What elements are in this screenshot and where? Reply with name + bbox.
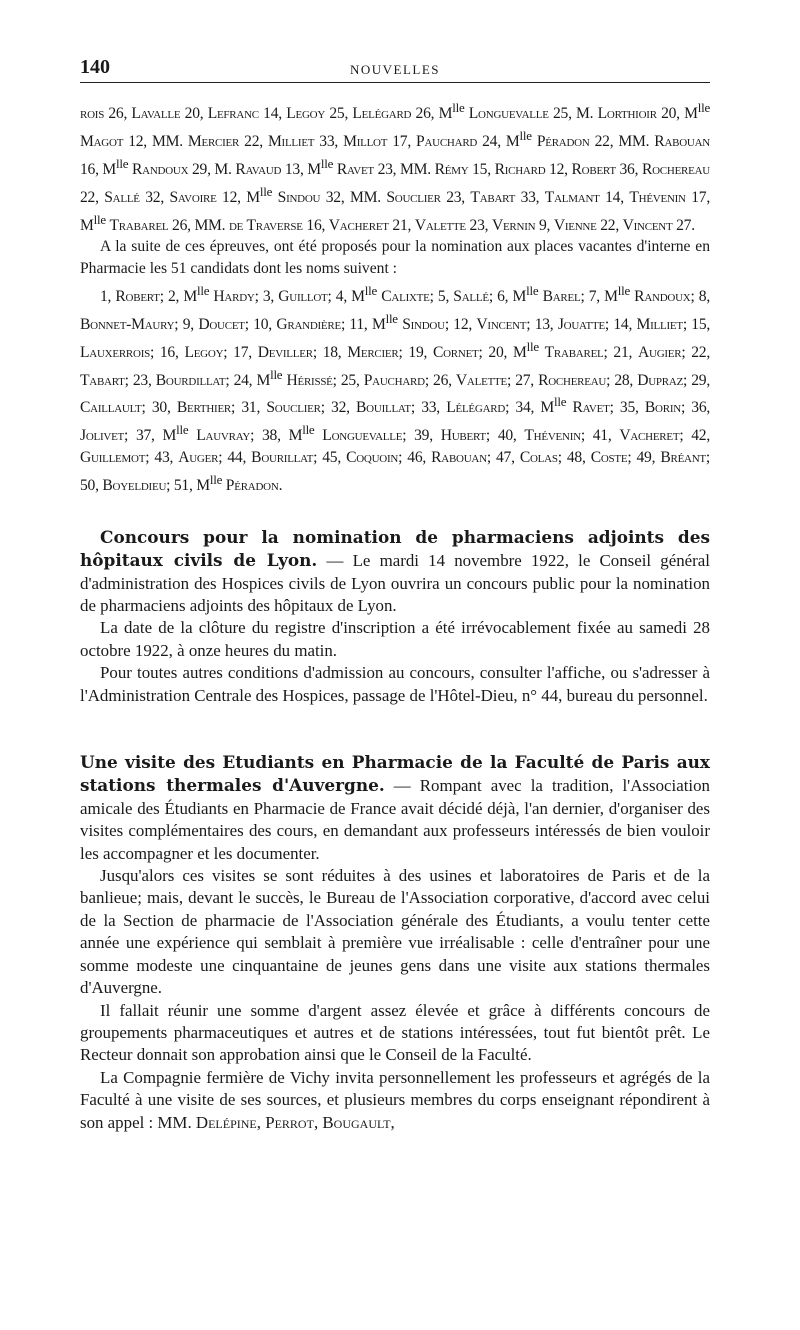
- page-header: [80, 52, 710, 83]
- internship-list-section: [80, 97, 710, 497]
- lyon-paragraph-2: La date de la clôture du registre d'inscription a été irrévocablement fixée au samedi 28 octobre 1922, à onze heures du matin.: [80, 618, 710, 660]
- lyon-paragraph-1-text: — Le mardi 14 novembre 1922, le Conseil général d'administration des Hospices civils de Lyon ouvrira un concours public pour la nomination de pharmaciens adjoints des hôpitaux de Lyon.: [80, 551, 710, 616]
- auvergne-paragraph-1-text: — Rompant avec la tradition, l'Association amicale des Étudiants en Pharmacie de France avait décidé déjà, l'an dernier, d'organiser des visites complémentaires des cours, en demandant aux professeurs intéressés de bien vouloir les accompagner et les documenter.: [80, 776, 710, 863]
- document-page: [80, 52, 710, 1134]
- auvergne-paragraph-2: Jusqu'alors ces visites se sont réduites à des usines et laboratoires de Paris et de la banlieue; mais, devant le succès, le Bureau de l'Association corporative, d'accord avec celui de la Section de pharmacie de l'Association générale des Étudiants, a voulu tenter cette année une expérience qui semblait à première vue irréalisable : celle d'entraîner pour une somme modeste une cinquantaine de jeunes gens dans une visite aux stations thermales d'Auvergne.: [80, 866, 710, 998]
- lyon-paragraph-3: Pour toutes autres conditions d'admission au concours, consulter l'affiche, ou s'adresser à l'Administration Centrale des Hospices, passage de l'Hôtel-Dieu, n° 44, bureau du personnel.: [80, 663, 710, 705]
- lyon-section-title: Concours pour la nomination de pharmaciens adjoints des hôpitaux civils de Lyon.: [80, 526, 710, 571]
- auvergne-paragraph-4: La Compagnie fermière de Vichy invita personnellement les professeurs et agrégés de la Faculté à une visite de ses sources, et plusieurs membres du corps enseignant répondirent à son appel : MM. Delépine, Perrot, Bougault,: [80, 1067, 710, 1132]
- auvergne-section: [80, 751, 710, 1134]
- candidate-list-continuation: rois 26, Lavalle 20, Lefranc 14, Legoy 25, Lelégard 26, $M^{lle}$ Longuevalle 25, M. Lorthioir 20, $M^{lle}$ Magot 12, MM. Mercier 22, Milliet 33, Millot 17, Pauchard 24, $M^{lle}$ Péradon 22, MM. Rabouan 16, $M^{lle}$ Randoux 29, M. Ravaud 13, $M^{lle}$ Ravet 23, MM. Rémy 15, Richard 12, Robert 36, Rochereau 22, Sallé 32, Savoire 12, $M^{lle}$ Sindou 32, MM. Souclier 23, Tabart 33, Talmant 14, Thévenin 17, $M^{lle}$ Trabarel 26, MM. de Traverse 16, Vacheret 21, Valette 23, Vernin 9, Vienne 22, Vincent 27.: [80, 100, 711, 234]
- nomination-intro: A la suite de ces épreuves, ont été proposés pour la nomination aux places vacantes d'interne en Pharmacie les 51 candidats dont les noms suivent :: [80, 238, 710, 278]
- nomination-ranking: 1, Robert; 2, $M^{lle}$ Hardy; 3, Guillot; 4, $M^{lle}$ Calixte; 5, Sallé; 6, $M^{lle}$ Barel; 7, $M^{lle}$ Randoux; 8, Bonnet-Maury; 9, Doucet; 10, Grandière; 11, $M^{lle}$ Sindou; 12, Vincent; 13, Jouatte; 14, Milliet; 15, Lauxerrois; 16, Legoy; 17, Deviller; 18, Mercier; 19, Cornet; 20, $M^{lle}$ Trabarel; 21, Augier; 22, Tabart; 23, Bourdillat; 24, $M^{lle}$ Hérissé; 25, Pauchard; 26, Valette; 27, Rochereau; 28, Dupraz; 29, Caillault; 30, Berthier; 31, Souclier; 32, Bouillat; 33, Lélégard; 34, $M^{lle}$ Ravet; 35, Borin; 36, Jolivet; 37, $M^{lle}$ Lauvray; 38, $M^{lle}$ Longuevalle; 39, Hubert; 40, Thévenin; 41, Vacheret; 42, Guillemot; 43, Auger; 44, Bourillat; 45, Coquoin; 46, Rabouan; 47, Colas; 48, Coste; 49, Bréant; 50, Boyeldieu; 51, $M^{lle}$ Péradon.: [80, 282, 711, 495]
- auvergne-section-title: Une visite des Etudiants en Pharmacie de la Faculté de Paris aux stations thermales d'Auvergne.: [80, 752, 710, 796]
- lyon-paragraph-1: [80, 526, 710, 618]
- running-title: NOUVELLES: [349, 62, 441, 77]
- lyon-section: [80, 526, 710, 707]
- auvergne-paragraph-3: Il fallait réunir une somme d'argent assez élevée et grâce à différents concours de groupements pharmaceutiques et autres et de stations intéressées, tout fut bientôt prêt. Le Recteur donnait son approbation ainsi que le Conseil de la Faculté.: [80, 1000, 710, 1065]
- auvergne-paragraph-1: [80, 751, 710, 865]
- page-number: 140: [80, 56, 110, 78]
